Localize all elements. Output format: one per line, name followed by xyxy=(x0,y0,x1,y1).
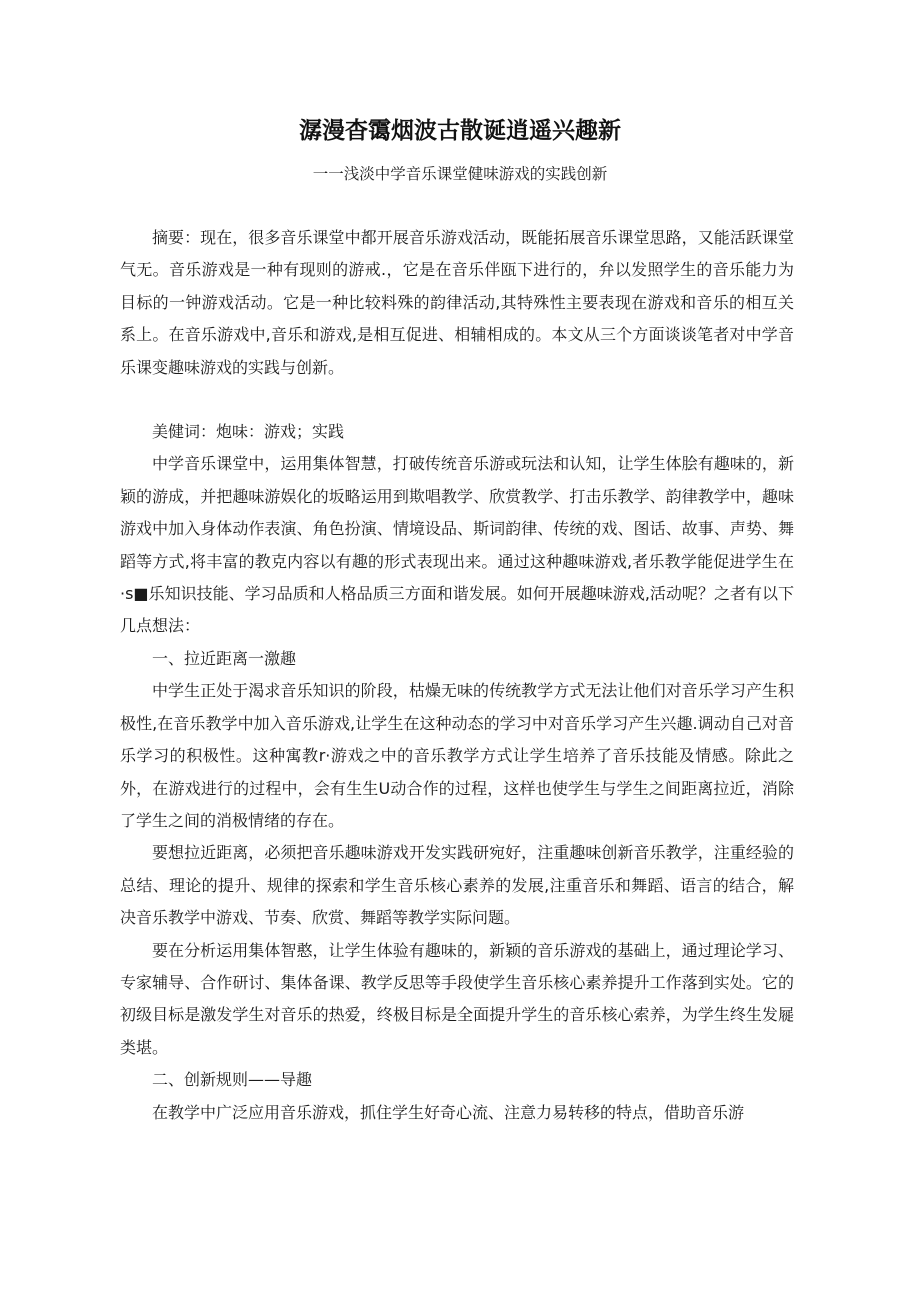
section1-paragraph-1: 中学生正处于渴求音乐知识的阶段，枯燥无味的传统教学方式无法让他们对音乐学习产生积极性,在音乐教学中加入音乐游戏,让学生在这种动态的学习中对音乐学习产生兴趣.调动自己对音乐学习的积极性。这种寓教r·游戏之中的音乐教学方式让学生培养了音乐技能及情感。除此之外，在游戏进行的过程中，会有生生U动合作的过程，这样也使学生与学生之间距离拉近，消除了学生之间的消极情绪的存在。 xyxy=(120,681,794,830)
document-subtitle: 一一浅淡中学音乐课堂健味游戏的实践创新 xyxy=(312,165,608,183)
section1-paragraph-2: 要想拉近距离，必须把音乐趣味游戏开发实践研宛好，注重趣味创新音乐教学，注重经验的总结、理论的提升、规律的探索和学生音乐核心素养的发展,注重音乐和舞蹈、语言的结合，解决音乐教学中游戏、节奏、欣赏、舞蹈等教学实际问题。 xyxy=(120,843,794,928)
document-body xyxy=(120,222,794,1129)
section-heading-1: 一、拉近距离一激趣 xyxy=(152,648,297,668)
section-heading-2: 二、创新规则——导趣 xyxy=(152,1070,313,1090)
intro-paragraph: 中学音乐课堂中，运用集体智慧，打破传统音乐游或玩法和认知，让学生体脍有趣味的，新颖的游成，并把趣味游娱化的坂略运用到欺唱教学、欣赏教学、打击乐教学、韵律教学中，趣味游戏中加入身体动作表演、角色扮演、情境设品、斯词韵律、传统的戏、图话、故事、声势、舞蹈等方式,将丰富的教克内容以有趣的形式表现出来。通过这种趣味游戏,者乐教学能促进学生在·s■乐知识技能、学习品质和人格品质三方面和谐发展。如何开展趣味游戏,活动呢？之者有以下几点想法： xyxy=(120,454,794,636)
section1-paragraph-3: 要在分析运用集体智憨，让学生体验有趣味的，新颖的音乐游戏的基础上，通过理论学习、专家辅导、合作研讨、集体备课、教学反思等手段使学生音乐核心素养提升工作落到实处。它的初级目标是激发学生对音乐的热爱，终极目标是全面提升学生的音乐核心索养，为学生终生发屣类堪。 xyxy=(120,940,794,1057)
section2-paragraph-1: 在教学中广泛应用音乐游戏，抓住学生好奇心流、注意力易转移的特点，借助音乐游 xyxy=(152,1102,745,1122)
abstract-paragraph: 摘要：现在，很多音乐课堂中都开展音乐游戏活动，既能拓展音乐课堂思路，又能活跃课堂气无。音乐游戏是一种有现则的游戒.，它是在音乐伴瓯下进行的，弁以发照学生的音乐能力为目标的一钟游戏活动。它是一种比较料殊的韵律活动,其特殊性主要表现在游戏和音乐的相互关系上。在音乐游戏中,音乐和游戏,是相互促进、相辅相成的。本文从三个方面谈谈笔者对中学音乐课变趣味游戏的实践与创新。 xyxy=(120,228,794,377)
document-title: 潺漫杳霭烟波古散诞逍遥兴趣新 xyxy=(299,118,621,144)
keywords-line: 美健词：炮味：游戏；实践 xyxy=(152,422,345,442)
